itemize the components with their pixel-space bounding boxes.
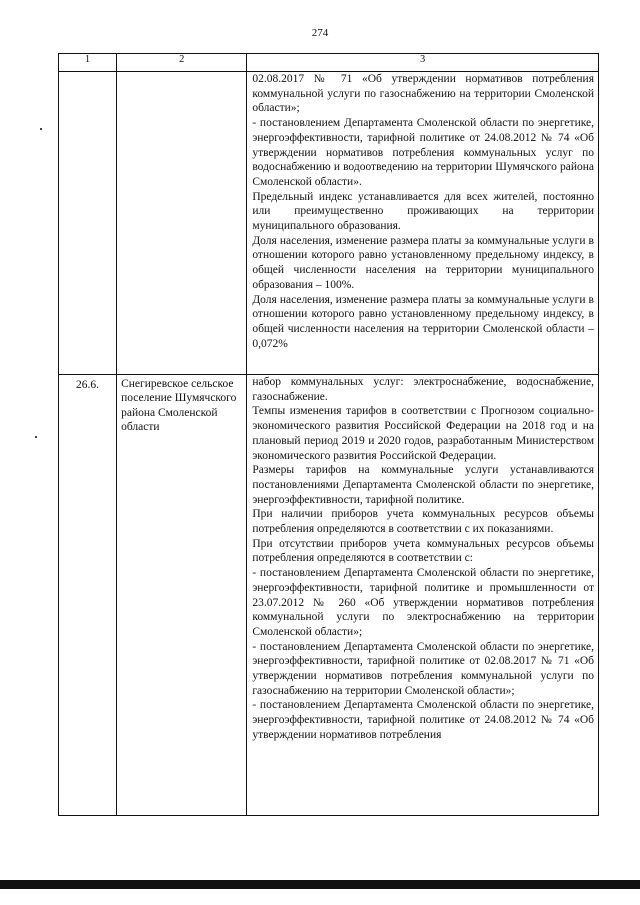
paragraph: При наличии приборов учета коммунальных ресурсов объемы потребления определяются в соответствии с их показаниями. (252, 508, 594, 536)
paragraph: - постановлением Департамента Смоленской области по энергетике, энергоэффективности, тарифной политике от 02.08.2017 № 71 «Об утверждении нормативов потребления коммунальной услуги по газоснабжению на территории Смоленской области»; (252, 640, 594, 697)
description-cell (247, 375, 599, 816)
table-row (59, 375, 599, 816)
settlement-name (117, 72, 247, 375)
paragraph: Предельный индекс устанавливается для всех жителей, постоянно или преимущественно проживающих на территории муниципального образования. (252, 190, 594, 233)
paragraph: набор коммунальных услуг: электроснабжение, водоснабжение, газоснабжение. (252, 376, 594, 403)
paragraph: - постановлением Департамента Смоленской области по энергетике, энергоэффективности, тарифной политике от 24.08.2012 № 74 «Об утверждении нормативов потребления (252, 699, 594, 741)
description-cell (247, 72, 599, 375)
scan-mark (40, 128, 42, 130)
paragraph: - постановлением Департамента Смоленской области по энергетике, энергоэффективности, тарифной политике от 24.08.2012 № 74 «Об утверждении нормативов потребления коммунальных услуг по водоснабжению и водоотведению на территории Шумячского района Смоленской области». (252, 117, 594, 188)
paragraph: Темпы изменения тарифов в соответствии с Прогнозом социально-экономического развития Российской Федерации на 2018 год и на плановый период 2019 и 2020 годов, разработанным Министерством экономического развития Российской Федерации. (252, 405, 594, 462)
paragraph: - постановлением Департамента Смоленской области по энергетике, энергоэффективности, тарифной политике и промышленности от 23.07.2012 № 260 «Об утверждении нормативов потребления коммунальной услуги по электроснабжению на территории Смоленской области»; (252, 567, 594, 638)
scan-mark (35, 436, 37, 438)
row-number: 26.6. (59, 375, 117, 816)
header-cell-2: 2 (117, 54, 247, 72)
paragraph: Доля населения, изменение размера платы за коммунальные услуги в отношении которого равно установленному предельному индексу, в общей численности населения на территории муниципального образования – 100%. (252, 234, 594, 291)
table-header-row (59, 54, 599, 72)
paragraph: 02.08.2017 № 71 «Об утверждении нормативов потребления коммунальной услуги по газоснабжению на территории Смоленской области»; (252, 73, 594, 115)
paragraph: Доля населения, изменение размера платы за коммунальные услуги в отношении которого равно установленному предельному индексу, в общей численности населения на территории Смоленской области – 0,072% (252, 293, 594, 350)
header-cell-1: 1 (59, 54, 117, 72)
header-cell-3: 3 (247, 54, 599, 72)
row-number (59, 72, 117, 375)
scan-edge-bar (0, 880, 640, 889)
document-table (58, 53, 599, 816)
paragraph: Размеры тарифов на коммунальные услуги устанавливаются постановлениями Департамента Смоленской области по энергетике, энергоэффективности, тарифной политике. (252, 464, 594, 506)
paragraph: При отсутствии приборов учета коммунальных ресурсов объемы потребления определяются в соответствии с: (252, 537, 594, 565)
page-number: 274 (311, 27, 329, 39)
settlement-name: Снегиревское сельское поселение Шумячского района Смоленской области (117, 375, 247, 816)
table-row (59, 72, 599, 375)
